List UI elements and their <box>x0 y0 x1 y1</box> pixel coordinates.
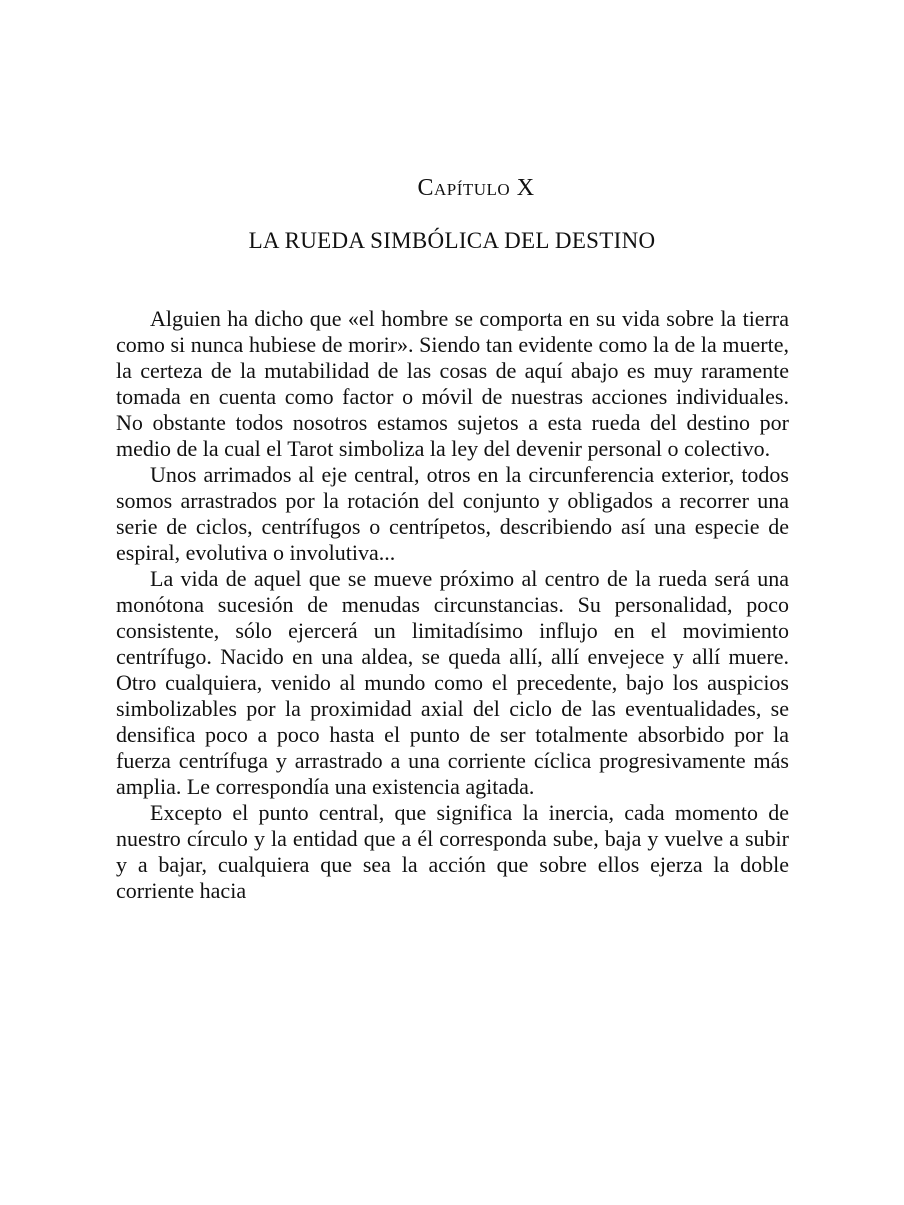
chapter-title: LA RUEDA SIMBÓLICA DEL DESTINO <box>248 228 656 253</box>
paragraph: La vida de aquel que se mueve próximo al centro de la rueda será una monótona sucesión de menudas circunstancias. Su personalidad, poco consistente, sólo ejercerá un limitadísimo influjo en el movimiento centrífugo. Nacido en una aldea, se queda allí, allí envejece y allí muere. Otro cualquiera, venido al mundo como el precedente, bajo los auspicios simbolizables por la proximidad axial del ciclo de las eventualidades, se densifica poco a poco hasta el punto de ser totalmente absorbido por la fuerza centrífuga y arrastrado a una corriente cíclica progresivamente más amplia. Le correspondía una existencia agitada. <box>116 566 789 799</box>
body-text <box>116 306 789 904</box>
paragraph: Unos arrimados al eje central, otros en la circunferencia exterior, todos somos arrastrados por la rotación del conjunto y obligados a recorrer una serie de ciclos, centrífugos o centrípetos, describiendo así una especie de espiral, evolutiva o involutiva... <box>116 462 789 565</box>
chapter-label: Capítulo X <box>417 175 535 201</box>
paragraph: Excepto el punto central, que significa la inercia, cada momento de nuestro círculo y la entidad que a él corresponda sube, baja y vuelve a subir y a bajar, cualquiera que sea la acción que sobre ellos ejerza la doble corriente hacia <box>116 800 789 903</box>
paragraph: Alguien ha dicho que «el hombre se comporta en su vida sobre la tierra como si nunca hubiese de morir». Siendo tan evidente como la de la muerte, la certeza de la mutabilidad de las cosas de aquí abajo es muy raramente tomada en cuenta como factor o móvil de nuestras acciones individuales. No obstante todos nosotros estamos sujetos a esta rueda del destino por medio de la cual el Tarot simboliza la ley del devenir personal o colectivo. <box>116 306 789 461</box>
